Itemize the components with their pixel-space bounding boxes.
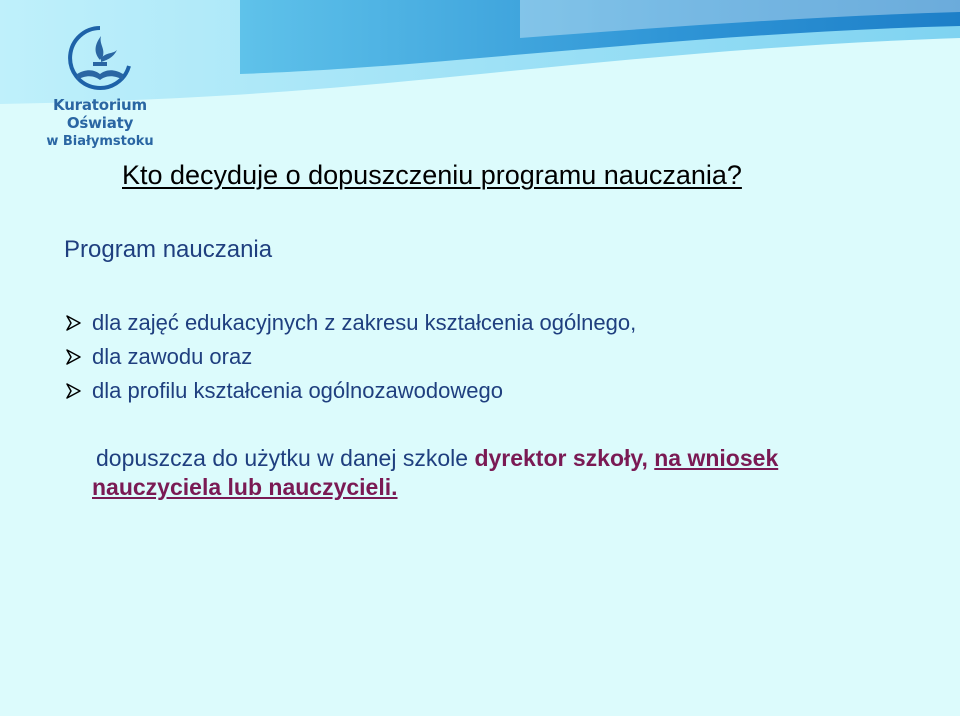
bullet-list bbox=[64, 306, 636, 408]
bullet-text: dla zajęć edukacyjnych z zakresu kształcenia ogólnego, bbox=[92, 310, 637, 335]
arrow-bullet-icon bbox=[64, 382, 82, 400]
paragraph-text: dopuszcza do użytku w danej szkole bbox=[96, 445, 475, 471]
bullet-text: dla profilu kształcenia ogólnozawodowego bbox=[92, 378, 503, 403]
logo-text-line1: Kuratorium Oświaty bbox=[53, 96, 147, 132]
paragraph-emphasis-teachers: nauczyciela lub nauczycieli. bbox=[92, 474, 398, 500]
list-item bbox=[64, 340, 636, 374]
arrow-bullet-icon bbox=[64, 314, 82, 332]
list-item bbox=[64, 374, 636, 408]
slide-title: Kto decyduje o dopuszczeniu programu nauczania? bbox=[122, 160, 742, 190]
logo-text-line2: w Białymstoku bbox=[46, 134, 154, 149]
decision-paragraph bbox=[92, 444, 892, 502]
slide-subtitle: Program nauczania bbox=[64, 236, 273, 263]
arrow-bullet-icon bbox=[64, 348, 82, 366]
bullet-text: dla zawodu oraz bbox=[92, 344, 253, 369]
list-item bbox=[64, 306, 636, 340]
paragraph-emphasis-request: na wniosek bbox=[654, 445, 779, 471]
paragraph-emphasis-director: dyrektor szkoły, bbox=[474, 445, 648, 471]
logo bbox=[20, 22, 180, 149]
torch-book-icon bbox=[63, 22, 137, 94]
